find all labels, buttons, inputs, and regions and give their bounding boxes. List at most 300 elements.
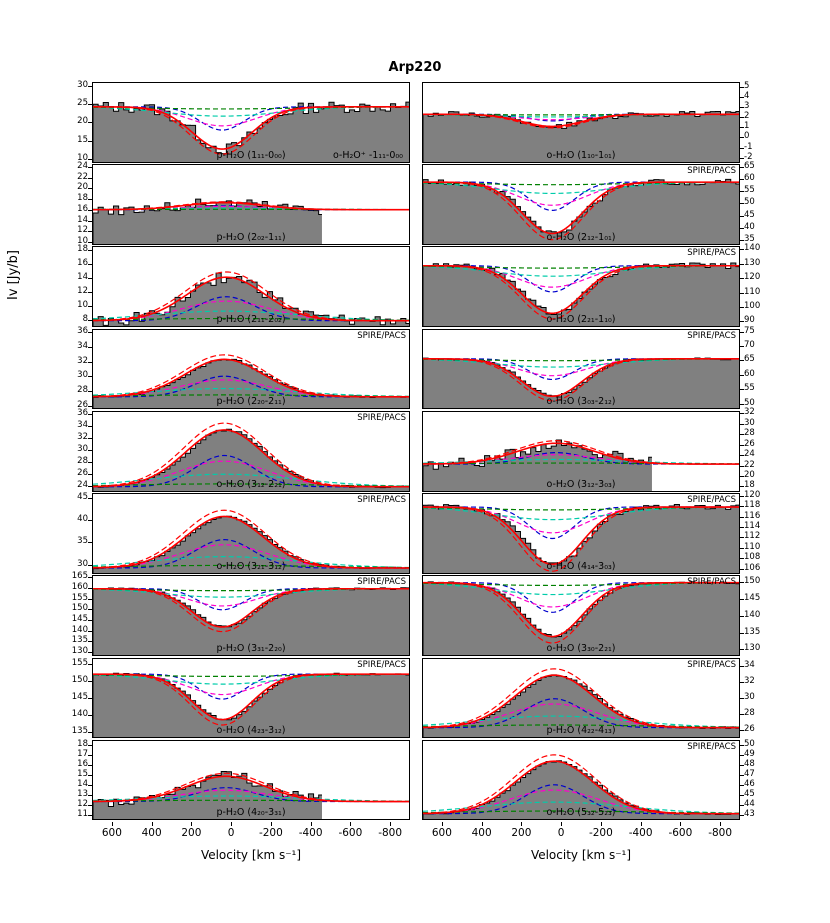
y-tick-label: 18: [77, 243, 88, 254]
panel-transition-label: p-H₂O (3₃₁-2₂₀): [216, 643, 286, 655]
y-tick-mark: [88, 765, 92, 766]
y-tick-label: 50: [744, 197, 755, 208]
y-tick-label: 24: [77, 160, 88, 171]
y-tick-mark: [88, 104, 92, 105]
y-tick-label: 140: [744, 243, 761, 254]
y-tick-label: 140: [71, 708, 88, 719]
y-tick-label: 26: [744, 724, 755, 735]
y-tick-mark: [88, 588, 92, 589]
spectrum-panel: [422, 575, 740, 656]
panel-secondary-label: o-H₂O⁺ -1₁₁-0₀₀: [332, 149, 403, 161]
y-tick-mark: [88, 414, 92, 415]
y-tick-label: 10: [77, 153, 88, 164]
y-tick-label: 22: [744, 459, 755, 470]
y-tick-label: 32: [77, 355, 88, 366]
x-tick-label: -200: [588, 827, 613, 839]
y-tick-mark: [88, 715, 92, 716]
x-tick-label: 0: [227, 827, 235, 839]
spectrum-panel: [422, 329, 740, 410]
x-tick-label: 400: [471, 827, 492, 839]
y-tick-mark: [88, 264, 92, 265]
y-tick-label: 10: [77, 236, 88, 247]
y-tick-mark: [740, 179, 744, 180]
y-tick-label: 3: [744, 101, 750, 112]
y-tick-label: 110: [744, 286, 761, 297]
y-tick-mark: [740, 755, 744, 756]
y-tick-label: 30: [744, 417, 755, 428]
y-tick-label: 36: [77, 326, 88, 337]
x-tick-label: -800: [378, 827, 403, 839]
y-tick-mark: [88, 775, 92, 776]
x-tick-label: 600: [431, 827, 452, 839]
y-tick-label: 60: [744, 172, 755, 183]
panel-transition-label: o-H₂O (3₁₂-3₀₃): [546, 478, 616, 490]
y-tick-mark: [740, 582, 744, 583]
y-tick-label: 46: [744, 779, 755, 790]
y-tick-mark: [88, 210, 92, 211]
y-tick-label: 30: [77, 79, 88, 90]
y-tick-label: 8: [82, 314, 88, 325]
y-tick-mark: [88, 320, 92, 321]
y-tick-mark: [740, 87, 744, 88]
y-tick-label: 43: [744, 809, 755, 820]
y-tick-mark: [740, 714, 744, 715]
x-axis-label: Velocity [km s⁻¹]: [530, 848, 632, 862]
x-tick-mark: [561, 822, 562, 826]
x-tick-mark: [311, 822, 312, 826]
panel-grid: [71, 79, 761, 822]
y-tick-mark: [88, 306, 92, 307]
y-tick-mark: [88, 745, 92, 746]
y-tick-label: 4: [744, 91, 750, 102]
y-tick-mark: [740, 445, 744, 446]
y-tick-label: 135: [71, 725, 88, 736]
panel-transition-label: o-H₂O (2₁₂-1₀₁): [546, 231, 616, 243]
y-tick-label: 0: [744, 131, 750, 142]
y-tick-label: 114: [744, 520, 761, 531]
y-tick-label: 18: [77, 738, 88, 749]
instrument-label: SPIRE/PACS: [687, 330, 736, 341]
y-tick-label: 30: [744, 691, 755, 702]
y-tick-mark: [740, 127, 744, 128]
x-tick-mark: [191, 822, 192, 826]
x-axis-label: Velocity [km s⁻¹]: [200, 848, 302, 862]
y-tick-mark: [88, 599, 92, 600]
y-tick-label: 48: [744, 759, 755, 769]
y-tick-label: 45: [744, 209, 755, 220]
y-tick-label: 5: [744, 81, 750, 92]
instrument-label: SPIRE/PACS: [687, 741, 736, 752]
spectrum-panel: [92, 164, 410, 245]
y-tick-mark: [88, 520, 92, 521]
y-tick-mark: [88, 698, 92, 699]
x-tick-label: 600: [101, 827, 122, 839]
y-tick-mark: [88, 565, 92, 566]
instrument-label: SPIRE/PACS: [687, 577, 736, 588]
y-tick-mark: [88, 426, 92, 427]
y-tick-label: 40: [77, 514, 88, 525]
y-tick-label: 14: [77, 214, 88, 225]
y-tick-label: 28: [77, 385, 88, 396]
y-tick-label: 145: [71, 691, 88, 702]
x-tick-mark: [521, 822, 522, 826]
spectrum-panel: [92, 329, 410, 410]
y-tick-mark: [88, 462, 92, 463]
x-tick-mark: [231, 822, 232, 826]
y-tick-mark: [740, 599, 744, 600]
instrument-label: SPIRE/PACS: [687, 495, 736, 506]
y-tick-mark: [740, 795, 744, 796]
y-tick-mark: [88, 278, 92, 279]
y-tick-label: 20: [77, 116, 88, 127]
y-tick-mark: [740, 249, 744, 250]
y-tick-label: 1: [744, 121, 750, 132]
y-tick-label: 145: [71, 613, 88, 624]
y-tick-mark: [740, 775, 744, 776]
y-tick-label: 26: [744, 438, 755, 449]
y-tick-label: 165: [71, 571, 88, 582]
y-tick-label: 112: [744, 531, 761, 542]
y-tick-mark: [740, 466, 744, 467]
panel-transition-label: o-H₂O (1₁₀-1₀₁): [546, 149, 616, 161]
y-tick-mark: [740, 148, 744, 149]
y-tick-mark: [740, 264, 744, 265]
y-tick-mark: [88, 641, 92, 642]
y-tick-mark: [88, 542, 92, 543]
spectrum-panel: [92, 658, 410, 739]
y-tick-label: 50: [744, 738, 755, 749]
y-tick-mark: [740, 486, 744, 487]
instrument-label: SPIRE/PACS: [357, 495, 406, 506]
y-tick-mark: [740, 765, 744, 766]
y-tick-label: 22: [77, 171, 88, 182]
y-tick-label: 28: [77, 455, 88, 466]
y-tick-mark: [88, 376, 92, 377]
y-tick-label: 15: [77, 769, 88, 780]
spectrum-panel: [422, 493, 740, 574]
y-tick-label: 12: [77, 799, 88, 810]
y-tick-label: 40: [744, 221, 755, 232]
y-tick-mark: [740, 389, 744, 390]
y-tick-mark: [740, 517, 744, 518]
y-tick-label: 120: [744, 272, 761, 283]
y-tick-label: 35: [744, 234, 755, 245]
y-tick-mark: [740, 346, 744, 347]
panel-transition-label: p-H₂O (2₁₁-2₀₂): [216, 314, 286, 326]
y-tick-mark: [88, 486, 92, 487]
y-tick-mark: [88, 199, 92, 200]
panel-transition-label: o-H₂O (3₂₁-3₁₂): [216, 560, 286, 572]
y-tick-mark: [740, 496, 744, 497]
y-tick-mark: [88, 498, 92, 499]
y-tick-mark: [88, 159, 92, 160]
spectrum-panel: [92, 493, 410, 574]
spectrum-panel: [422, 82, 740, 163]
y-tick-label: 16: [77, 257, 88, 268]
panel-transition-label: p-H₂O (4₂₀-3₃₁): [216, 807, 286, 819]
y-tick-label: 145: [744, 592, 761, 603]
instrument-label: SPIRE/PACS: [357, 659, 406, 670]
panel-transition-label: p-H₂O (2₀₂-1₁₁): [216, 231, 286, 243]
y-tick-mark: [88, 391, 92, 392]
x-tick-label: -200: [258, 827, 283, 839]
y-tick-label: 150: [71, 603, 88, 614]
y-tick-mark: [88, 681, 92, 682]
panel-transition-label: o-H₂O (4₂₃-3₁₂): [216, 725, 286, 737]
x-tick-mark: [271, 822, 272, 826]
y-tick-label: 108: [744, 552, 761, 563]
y-tick-mark: [88, 178, 92, 179]
y-tick-label: 24: [77, 479, 88, 490]
y-tick-mark: [740, 293, 744, 294]
spectrum-panel: [92, 575, 410, 656]
y-tick-label: 120: [744, 489, 761, 500]
y-tick-mark: [740, 558, 744, 559]
y-tick-label: 32: [744, 675, 755, 686]
panel-transition-label: o-H₂O (3₀₃-2₁₂): [546, 396, 616, 408]
panel-transition-label: o-H₂O (3₃₀-2₂₁): [546, 643, 616, 655]
y-tick-label: 110: [744, 541, 761, 552]
y-tick-mark: [88, 242, 92, 243]
y-tick-mark: [740, 107, 744, 108]
y-tick-label: 26: [77, 399, 88, 410]
y-tick-mark: [88, 664, 92, 665]
y-tick-mark: [740, 307, 744, 308]
y-tick-mark: [740, 815, 744, 816]
y-tick-mark: [88, 188, 92, 189]
y-tick-label: 135: [744, 626, 761, 637]
y-tick-label: 140: [744, 609, 761, 620]
y-tick-mark: [740, 548, 744, 549]
y-tick-label: 30: [77, 443, 88, 454]
y-tick-label: 12: [77, 286, 88, 297]
y-tick-label: 45: [77, 491, 88, 502]
y-tick-mark: [740, 745, 744, 746]
instrument-label: SPIRE/PACS: [357, 412, 406, 423]
y-tick-label: 2: [744, 111, 750, 122]
y-tick-mark: [88, 86, 92, 87]
x-tick-mark: [720, 822, 721, 826]
y-tick-mark: [740, 332, 744, 333]
y-tick-mark: [88, 231, 92, 232]
y-tick-label: 130: [71, 645, 88, 656]
x-tick-mark: [601, 822, 602, 826]
y-tick-label: 16: [77, 203, 88, 214]
y-tick-label: 60: [744, 368, 755, 379]
y-tick-mark: [88, 732, 92, 733]
y-tick-mark: [740, 97, 744, 98]
y-tick-label: 26: [77, 467, 88, 478]
y-tick-label: 12: [77, 225, 88, 236]
y-tick-mark: [88, 332, 92, 333]
x-tick-label: 400: [141, 827, 162, 839]
y-tick-mark: [88, 450, 92, 451]
instrument-label: SPIRE/PACS: [687, 166, 736, 177]
instrument-label: SPIRE/PACS: [687, 659, 736, 670]
y-tick-label: 17: [77, 748, 88, 759]
y-tick-mark: [88, 406, 92, 407]
y-tick-label: 150: [71, 675, 88, 686]
y-tick-label: 135: [71, 635, 88, 646]
y-tick-mark: [740, 527, 744, 528]
x-tick-mark: [641, 822, 642, 826]
y-tick-mark: [88, 652, 92, 653]
y-tick-mark: [740, 413, 744, 414]
y-tick-label: 24: [744, 449, 755, 460]
y-tick-label: 35: [77, 536, 88, 547]
y-tick-mark: [88, 167, 92, 168]
y-tick-mark: [740, 137, 744, 138]
y-tick-label: 155: [71, 592, 88, 603]
y-tick-mark: [740, 216, 744, 217]
y-tick-label: 36: [77, 407, 88, 418]
y-tick-mark: [740, 537, 744, 538]
y-tick-label: 32: [77, 431, 88, 442]
panel-transition-label: o-H₂O (4₁₄-3₀₃): [546, 560, 616, 572]
y-tick-mark: [740, 424, 744, 425]
y-tick-mark: [740, 167, 744, 168]
y-tick-mark: [740, 805, 744, 806]
x-tick-label: -400: [628, 827, 653, 839]
y-tick-mark: [88, 815, 92, 816]
y-axis-label: Iv [Jy/b]: [6, 250, 21, 300]
y-tick-label: -2: [744, 151, 753, 162]
y-tick-label: 20: [77, 182, 88, 193]
y-tick-mark: [740, 228, 744, 229]
y-tick-label: 14: [77, 272, 88, 283]
y-tick-label: 45: [744, 789, 755, 800]
y-tick-label: 15: [77, 134, 88, 145]
y-tick-mark: [740, 666, 744, 667]
x-tick-label: 200: [181, 827, 202, 839]
y-tick-label: 90: [744, 315, 755, 326]
y-tick-mark: [740, 191, 744, 192]
y-tick-label: 18: [744, 480, 755, 491]
y-tick-mark: [740, 616, 744, 617]
instrument-label: SPIRE/PACS: [357, 330, 406, 341]
y-tick-mark: [88, 609, 92, 610]
y-tick-label: 34: [744, 659, 755, 670]
y-tick-mark: [740, 278, 744, 279]
spectrum-panel: [422, 164, 740, 245]
y-tick-label: 11: [77, 809, 88, 820]
y-tick-mark: [88, 805, 92, 806]
y-tick-label: 50: [744, 397, 755, 408]
y-tick-label: 30: [77, 558, 88, 569]
instrument-label: SPIRE/PACS: [357, 577, 406, 588]
y-tick-label: 10: [77, 300, 88, 311]
y-tick-label: 32: [744, 407, 755, 418]
x-tick-mark: [482, 822, 483, 826]
y-tick-label: 25: [77, 98, 88, 108]
x-tick-mark: [112, 822, 113, 826]
y-tick-label: 140: [71, 624, 88, 635]
instrument-label: SPIRE/PACS: [687, 248, 736, 259]
y-tick-mark: [88, 785, 92, 786]
x-tick-mark: [680, 822, 681, 826]
x-tick-label: 200: [511, 827, 532, 839]
y-tick-mark: [88, 141, 92, 142]
y-tick-mark: [740, 698, 744, 699]
y-tick-label: 30: [77, 370, 88, 381]
y-tick-mark: [740, 476, 744, 477]
y-tick-label: 75: [744, 325, 755, 336]
y-tick-label: 44: [744, 799, 755, 810]
y-tick-label: 28: [744, 708, 755, 719]
y-tick-label: 20: [744, 469, 755, 480]
x-tick-label: -600: [338, 827, 363, 839]
x-tick-mark: [442, 822, 443, 826]
y-tick-mark: [88, 362, 92, 363]
y-tick-label: 70: [744, 339, 755, 350]
y-tick-mark: [740, 649, 744, 650]
spectrum-panel: [422, 411, 740, 492]
y-tick-label: 130: [744, 257, 761, 268]
spectrum-panel: [92, 411, 410, 492]
y-tick-mark: [88, 755, 92, 756]
y-tick-label: 28: [744, 428, 755, 439]
y-tick-mark: [740, 404, 744, 405]
y-tick-mark: [88, 221, 92, 222]
y-tick-mark: [740, 158, 744, 159]
spectrum-panel: [422, 246, 740, 327]
y-tick-label: 65: [744, 160, 755, 171]
y-tick-label: -1: [744, 141, 753, 152]
y-tick-label: 47: [744, 769, 755, 780]
y-tick-mark: [88, 620, 92, 621]
y-tick-label: 118: [744, 500, 761, 511]
y-tick-mark: [740, 360, 744, 361]
y-tick-mark: [740, 455, 744, 456]
spectrum-panel: [422, 658, 740, 739]
panel-transition-label: o-H₂O (3₁₂-2₂₁): [216, 478, 286, 490]
y-tick-label: 34: [77, 419, 88, 430]
y-tick-label: 13: [77, 789, 88, 800]
y-tick-mark: [88, 474, 92, 475]
y-tick-label: 34: [77, 341, 88, 351]
x-tick-label: -400: [298, 827, 323, 839]
y-tick-label: 100: [744, 300, 761, 311]
y-tick-mark: [740, 117, 744, 118]
y-tick-label: 150: [744, 576, 761, 587]
y-tick-label: 18: [77, 193, 88, 204]
y-tick-label: 130: [744, 643, 761, 654]
y-tick-label: 106: [744, 562, 761, 573]
y-tick-label: 116: [744, 510, 761, 521]
y-tick-mark: [88, 292, 92, 293]
y-tick-label: 55: [744, 383, 755, 394]
spectrum-panel: [92, 246, 410, 327]
x-tick-mark: [152, 822, 153, 826]
y-tick-mark: [740, 321, 744, 322]
panel-transition-label: o-H₂O (2₂₁-1₁₀): [546, 314, 616, 326]
y-tick-label: 160: [71, 582, 88, 593]
y-tick-mark: [740, 633, 744, 634]
y-tick-mark: [740, 203, 744, 204]
y-tick-label: 155: [71, 658, 88, 669]
y-tick-label: 16: [77, 759, 88, 769]
spectrum-panel: [92, 740, 410, 821]
y-tick-mark: [88, 631, 92, 632]
y-tick-label: 65: [744, 354, 755, 365]
y-tick-label: 14: [77, 779, 88, 790]
spectrum-panel: [422, 740, 740, 821]
x-tick-label: -800: [708, 827, 733, 839]
y-tick-mark: [88, 122, 92, 123]
y-tick-mark: [88, 438, 92, 439]
x-tick-mark: [350, 822, 351, 826]
panel-transition-label: o-H₂O (5₃₂-5₂₃): [546, 807, 616, 819]
